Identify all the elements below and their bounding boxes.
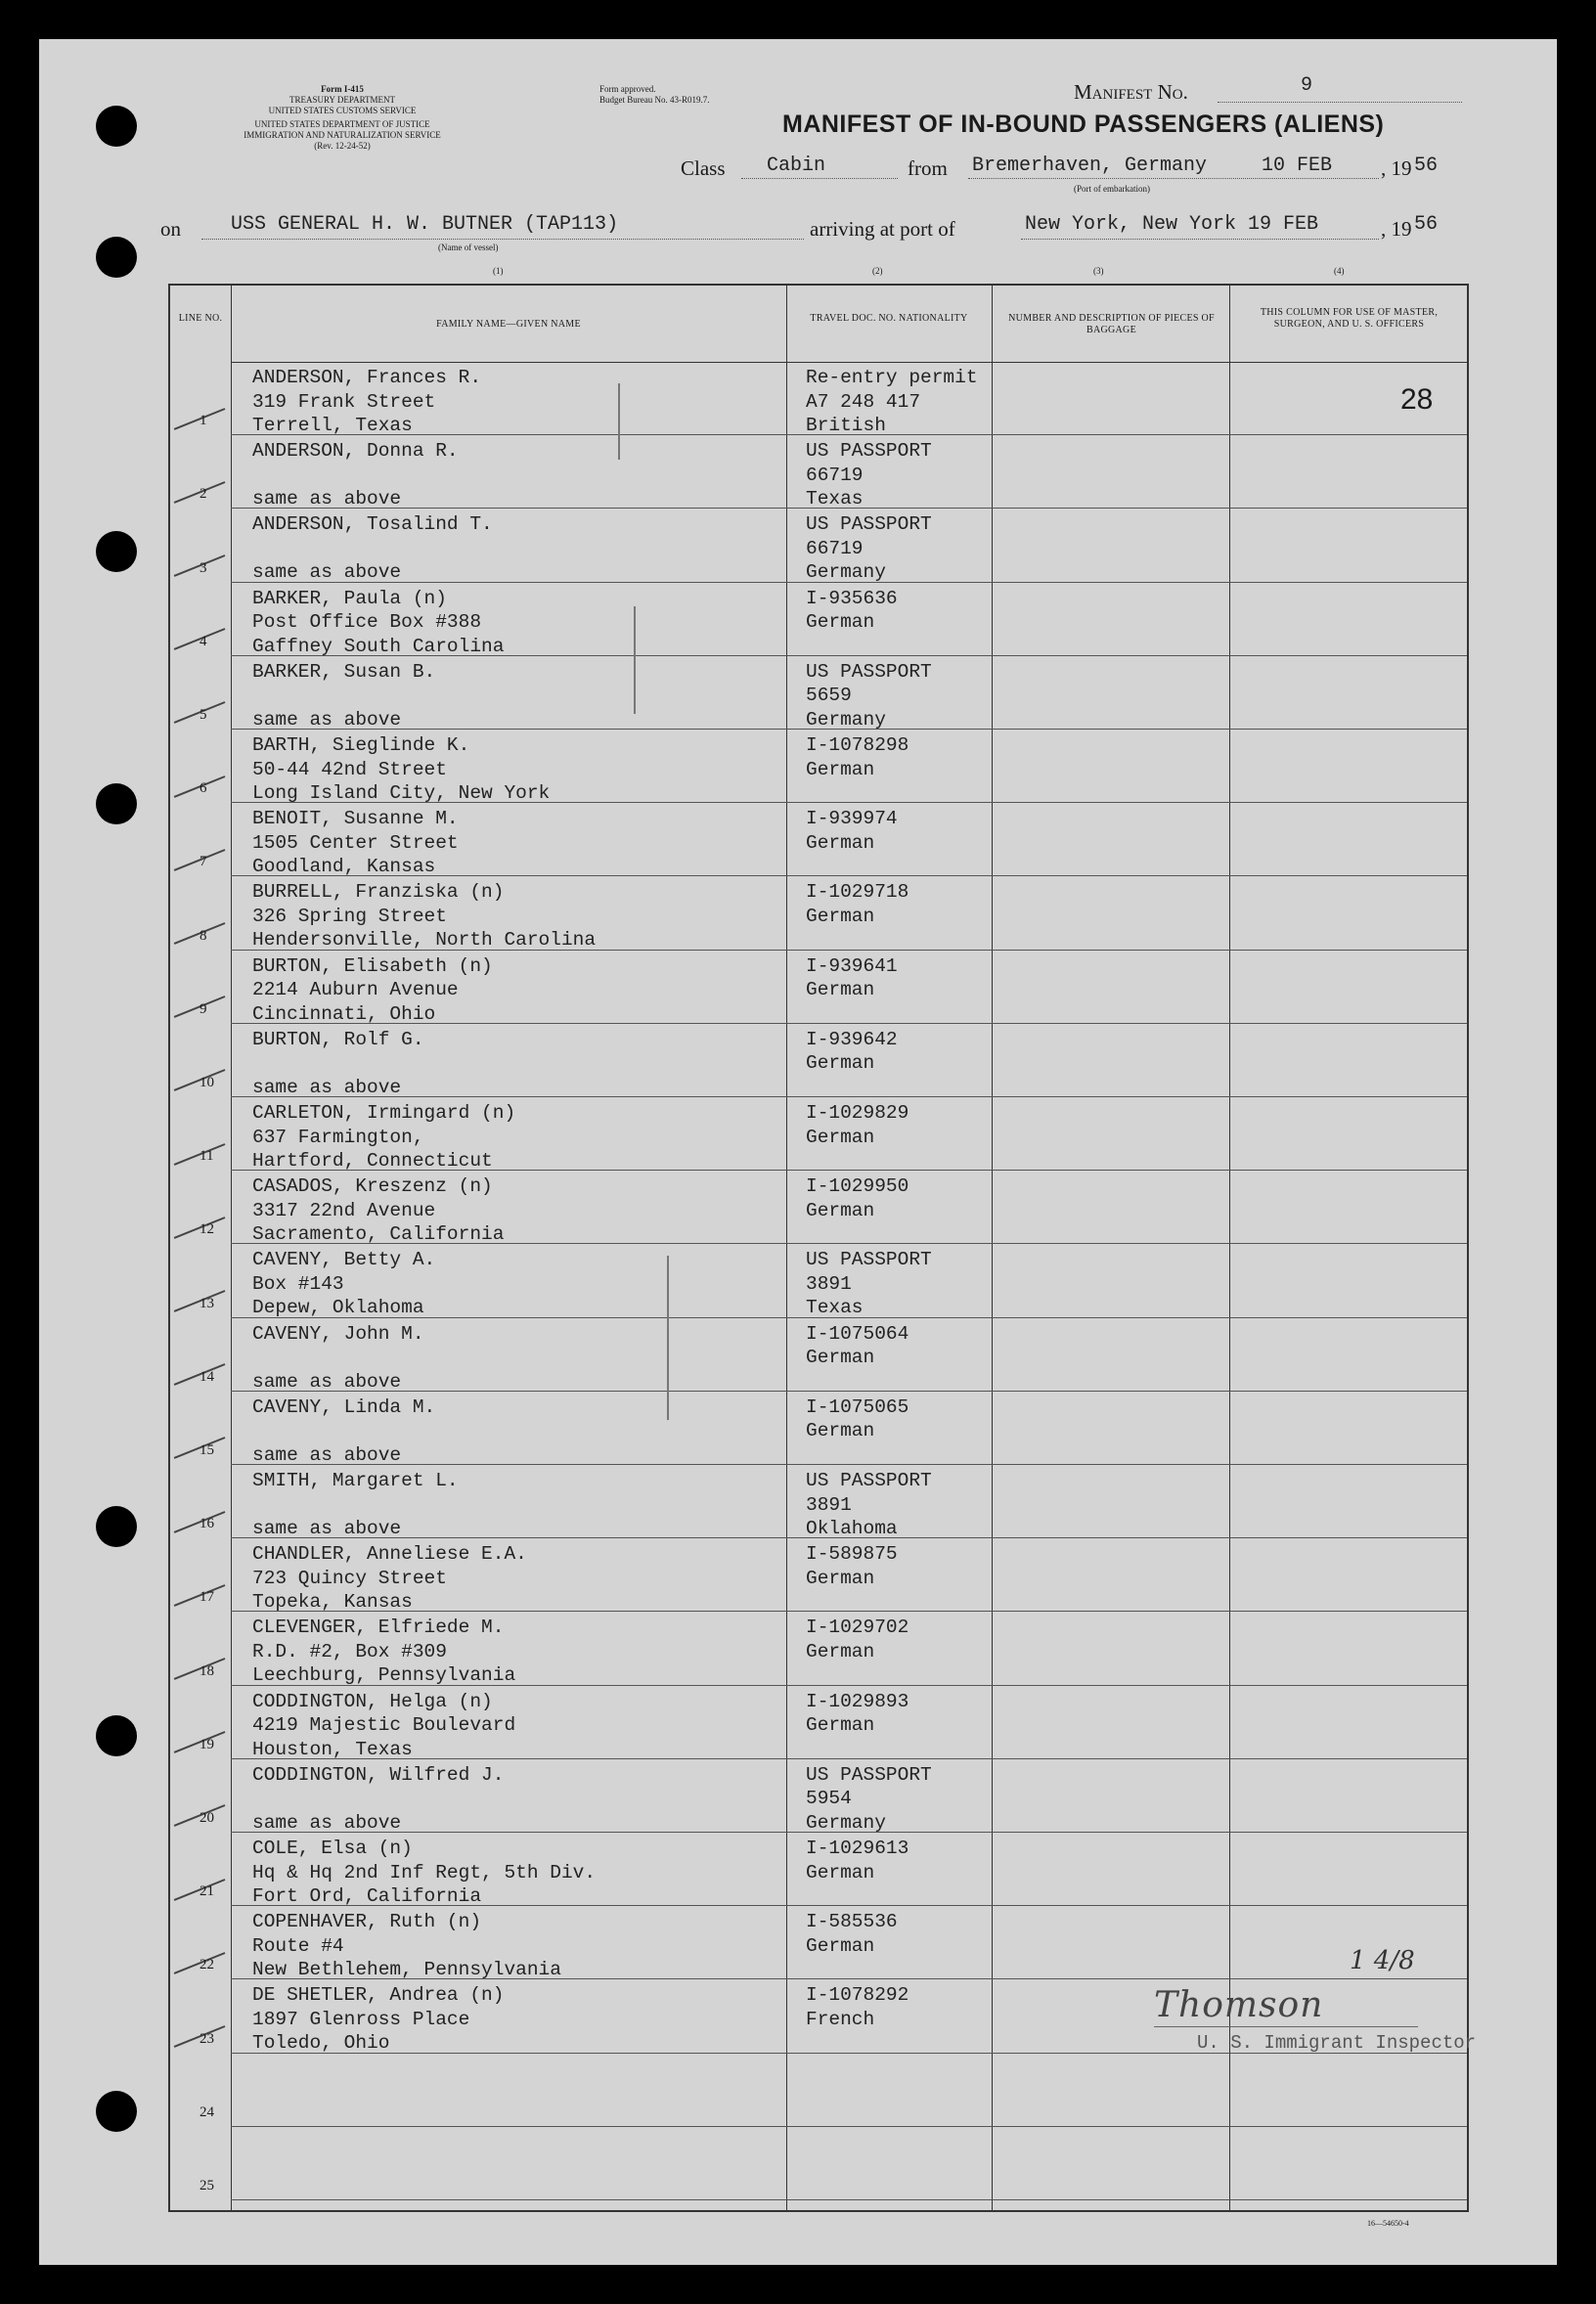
passenger-name-address: BARKER, Paula (n) Post Office Box #388 Gaffney South Carolina [252, 587, 505, 657]
line-number: 15 [200, 1441, 214, 1458]
pencil-mark [634, 606, 636, 714]
travel-doc-nationality: I-1029829 German [806, 1102, 909, 1148]
line-number: 14 [200, 1368, 214, 1385]
table-row [170, 1097, 1467, 1171]
line-number: 6 [200, 780, 207, 797]
table-row [170, 730, 1467, 803]
travel-doc-nationality: I-1078292 French [806, 1984, 909, 2030]
line-number: 1 [200, 413, 207, 429]
table-row [170, 1392, 1467, 1465]
dept-line: UNITED STATES DEPARTMENT OF JUSTICE [254, 119, 430, 129]
vessel-caption: (Name of vessel) [438, 243, 499, 252]
footer-code: 16—54650-4 [1367, 2219, 1409, 2228]
table-row [170, 1612, 1467, 1685]
year-prefix: , 19 [1381, 217, 1412, 241]
passenger-name-address: ANDERSON, Frances R. 319 Frank Street Terrell, Texas [252, 367, 482, 436]
travel-doc-nationality: US PASSPORT 3891 Texas [806, 1249, 932, 1319]
inspector-signature: Thomson [1154, 1985, 1324, 2025]
table-row [170, 1244, 1467, 1317]
line-number: 21 [200, 1883, 214, 1900]
table-row [170, 1906, 1467, 1979]
binder-hole [96, 106, 137, 147]
form-revision: (Rev. 12-24-52) [314, 141, 371, 151]
table-row [170, 803, 1467, 876]
form-header [156, 84, 528, 152]
manifest-title: MANIFEST OF IN-BOUND PASSENGERS (ALIENS) [782, 111, 1385, 138]
travel-doc-nationality: US PASSPORT 5659 Germany [806, 660, 932, 731]
manifest-no-value: 9 [1301, 74, 1313, 97]
passenger-name-address: CODDINGTON, Wilfred J. same as above [252, 1763, 505, 1834]
passenger-name-address: BENOIT, Susanne M. 1505 Center Street Goodland, Kansas [252, 808, 459, 878]
passenger-name-address: CAVENY, John M. same as above [252, 1322, 424, 1393]
col-header-line-no: LINE NO. [178, 313, 223, 324]
line-number: 12 [200, 1221, 214, 1238]
margin-note: 1 4/8 [1350, 1946, 1415, 1975]
passenger-name-address: BARTH, Sieglinde K. 50-44 42nd Street Long Island City, New York [252, 734, 551, 804]
binder-hole [96, 237, 137, 278]
travel-doc-nationality: I-1029950 German [806, 1175, 909, 1221]
binder-hole [96, 1715, 137, 1756]
passenger-name-address: CODDINGTON, Helga (n) 4219 Majestic Boulevard Houston, Texas [252, 1690, 516, 1760]
year-value: 56 [1414, 213, 1439, 236]
table-row [170, 2054, 1467, 2127]
column-number: (2) [872, 266, 883, 276]
line-number: 4 [200, 633, 207, 649]
travel-doc-nationality: US PASSPORT 66719 Texas [806, 440, 932, 510]
embarkation-port: Bremerhaven, Germany [972, 155, 1208, 177]
line-number: 18 [200, 1662, 214, 1679]
travel-doc-nationality: I-939974 German [806, 808, 898, 854]
passenger-name-address: ANDERSON, Tosalind T. same as above [252, 513, 493, 584]
approval-note [599, 84, 710, 106]
line-number: 5 [200, 706, 207, 723]
travel-doc-nationality: I-1029718 German [806, 881, 909, 927]
table-row [170, 876, 1467, 950]
passenger-name-address: BURTON, Elisabeth (n) 2214 Auburn Avenue Cincinnati, Ohio [252, 954, 493, 1025]
line-number: 17 [200, 1589, 214, 1606]
col-header-doc: TRAVEL DOC. NO. NATIONALITY [810, 313, 968, 324]
passenger-name-address: BARKER, Susan B. same as above [252, 660, 436, 731]
line-number: 13 [200, 1295, 214, 1311]
travel-doc-nationality: US PASSPORT 5954 Germany [806, 1763, 932, 1834]
travel-doc-nationality: I-585536 German [806, 1911, 898, 1957]
class-value: Cabin [767, 155, 826, 177]
binder-hole [96, 2091, 137, 2132]
passenger-name-address: SMITH, Margaret L. same as above [252, 1470, 459, 1539]
travel-doc-nationality: I-1075065 German [806, 1396, 909, 1442]
travel-doc-nationality: I-1029613 German [806, 1838, 909, 1883]
vessel-name: USS GENERAL H. W. BUTNER (TAP113) [231, 213, 619, 236]
table-row [170, 1538, 1467, 1612]
table-row [170, 1024, 1467, 1097]
form-number: Form I-415 [321, 84, 364, 94]
line-number: 10 [200, 1074, 214, 1090]
inspector-title: U. S. Immigrant Inspector [1197, 2032, 1477, 2054]
port-caption: (Port of embarkation) [1074, 184, 1150, 194]
table-row [170, 1318, 1467, 1392]
arriving-label: arriving at port of [810, 217, 955, 241]
binder-hole [96, 1506, 137, 1547]
line-number: 3 [200, 559, 207, 576]
manifest-no-label: Manifest No. [1074, 80, 1188, 104]
line-number: 23 [200, 2030, 214, 2047]
line-number: 19 [200, 1736, 214, 1752]
passenger-name-address: BURRELL, Franziska (n) 326 Spring Street Hendersonville, North Carolina [252, 881, 597, 952]
arrival-port-date: New York, New York 19 FEB [1025, 213, 1319, 236]
passenger-name-address: DE SHETLER, Andrea (n) 1897 Glenross Place Toledo, Ohio [252, 1984, 505, 2055]
pencil-mark [667, 1256, 669, 1420]
travel-doc-nationality: US PASSPORT 3891 Oklahoma [806, 1470, 932, 1539]
table-row [170, 583, 1467, 656]
table-row [170, 362, 1467, 435]
year-value: 56 [1414, 155, 1439, 177]
table-row [170, 2127, 1467, 2200]
embarkation-date: 10 FEB [1262, 155, 1333, 177]
travel-doc-nationality: I-939641 German [806, 954, 898, 1001]
travel-doc-nationality: I-589875 German [806, 1543, 898, 1589]
table-row [170, 1686, 1467, 1759]
line-number: 24 [200, 2104, 214, 2120]
travel-doc-nationality: US PASSPORT 66719 Germany [806, 513, 932, 584]
line-number: 20 [200, 1809, 214, 1826]
passenger-name-address: BURTON, Rolf G. same as above [252, 1028, 424, 1098]
travel-doc-nationality: I-1075064 German [806, 1322, 909, 1369]
table-row [170, 1759, 1467, 1833]
table-row [170, 1833, 1467, 1906]
from-label: from [908, 156, 948, 180]
year-prefix: , 19 [1381, 156, 1412, 180]
line-number: 22 [200, 1957, 214, 1973]
line-number: 7 [200, 854, 207, 870]
col-header-officers: THIS COLUMN FOR USE OF MASTER, SURGEON, AND U. S. OFFICERS [1260, 307, 1439, 330]
col-header-baggage: NUMBER AND DESCRIPTION OF PIECES OF BAGGAGE [1008, 313, 1215, 335]
table-row [170, 509, 1467, 582]
line-number: 25 [200, 2177, 214, 2193]
table-row [170, 435, 1467, 509]
passenger-table [168, 284, 1469, 2212]
travel-doc-nationality: I-935636 German [806, 587, 898, 634]
approval-line: Form approved. [599, 84, 656, 94]
dept-line: TREASURY DEPARTMENT [288, 95, 396, 105]
column-number: (1) [493, 266, 504, 276]
approval-line: Budget Bureau No. 43-R019.7. [599, 95, 710, 105]
dept-line: UNITED STATES CUSTOMS SERVICE [268, 106, 417, 115]
class-label: Class [681, 156, 726, 180]
passenger-name-address: CHANDLER, Anneliese E.A. 723 Quincy Street Topeka, Kansas [252, 1543, 527, 1614]
passenger-name-address: ANDERSON, Donna R. same as above [252, 440, 459, 510]
passenger-name-address: CARLETON, Irmingard (n) 637 Farmington, Hartford, Connecticut [252, 1102, 516, 1172]
column-number: (4) [1334, 266, 1345, 276]
column-number: (3) [1093, 266, 1104, 276]
on-label: on [160, 217, 181, 241]
passenger-name-address: CAVENY, Betty A. Box #143 Depew, Oklahoma [252, 1249, 436, 1319]
travel-doc-nationality: I-1078298 German [806, 734, 909, 780]
binder-hole [96, 783, 137, 824]
passenger-name-address: CAVENY, Linda M. same as above [252, 1396, 436, 1466]
travel-doc-nationality: Re-entry permit A7 248 417 British [806, 367, 978, 436]
passenger-name-address: CASADOS, Kreszenz (n) 3317 22nd Avenue Sacramento, California [252, 1175, 505, 1246]
table-row [170, 951, 1467, 1024]
dept-line: IMMIGRATION AND NATURALIZATION SERVICE [244, 130, 441, 140]
line-number: 8 [200, 927, 207, 944]
passenger-name-address: CLEVENGER, Elfriede M. R.D. #2, Box #309 Leechburg, Pennsylvania [252, 1617, 516, 1687]
binder-hole [96, 531, 137, 572]
line-number: 9 [200, 1000, 207, 1017]
passenger-count: 28 [1400, 383, 1434, 416]
travel-doc-nationality: I-1029702 German [806, 1617, 909, 1662]
passenger-name-address: COLE, Elsa (n) Hq & Hq 2nd Inf Regt, 5th Div. Fort Ord, California [252, 1838, 597, 1907]
travel-doc-nationality: I-939642 German [806, 1028, 898, 1075]
passenger-name-address: COPENHAVER, Ruth (n) Route #4 New Bethlehem, Pennsylvania [252, 1911, 561, 1981]
col-header-name: FAMILY NAME—GIVEN NAME [436, 319, 581, 330]
travel-doc-nationality: I-1029893 German [806, 1690, 909, 1737]
line-number: 2 [200, 486, 207, 503]
line-number: 16 [200, 1516, 214, 1532]
table-row [170, 1465, 1467, 1538]
table-row [170, 656, 1467, 730]
table-row [170, 1171, 1467, 1244]
pencil-mark [618, 383, 620, 460]
line-number: 11 [200, 1148, 214, 1165]
